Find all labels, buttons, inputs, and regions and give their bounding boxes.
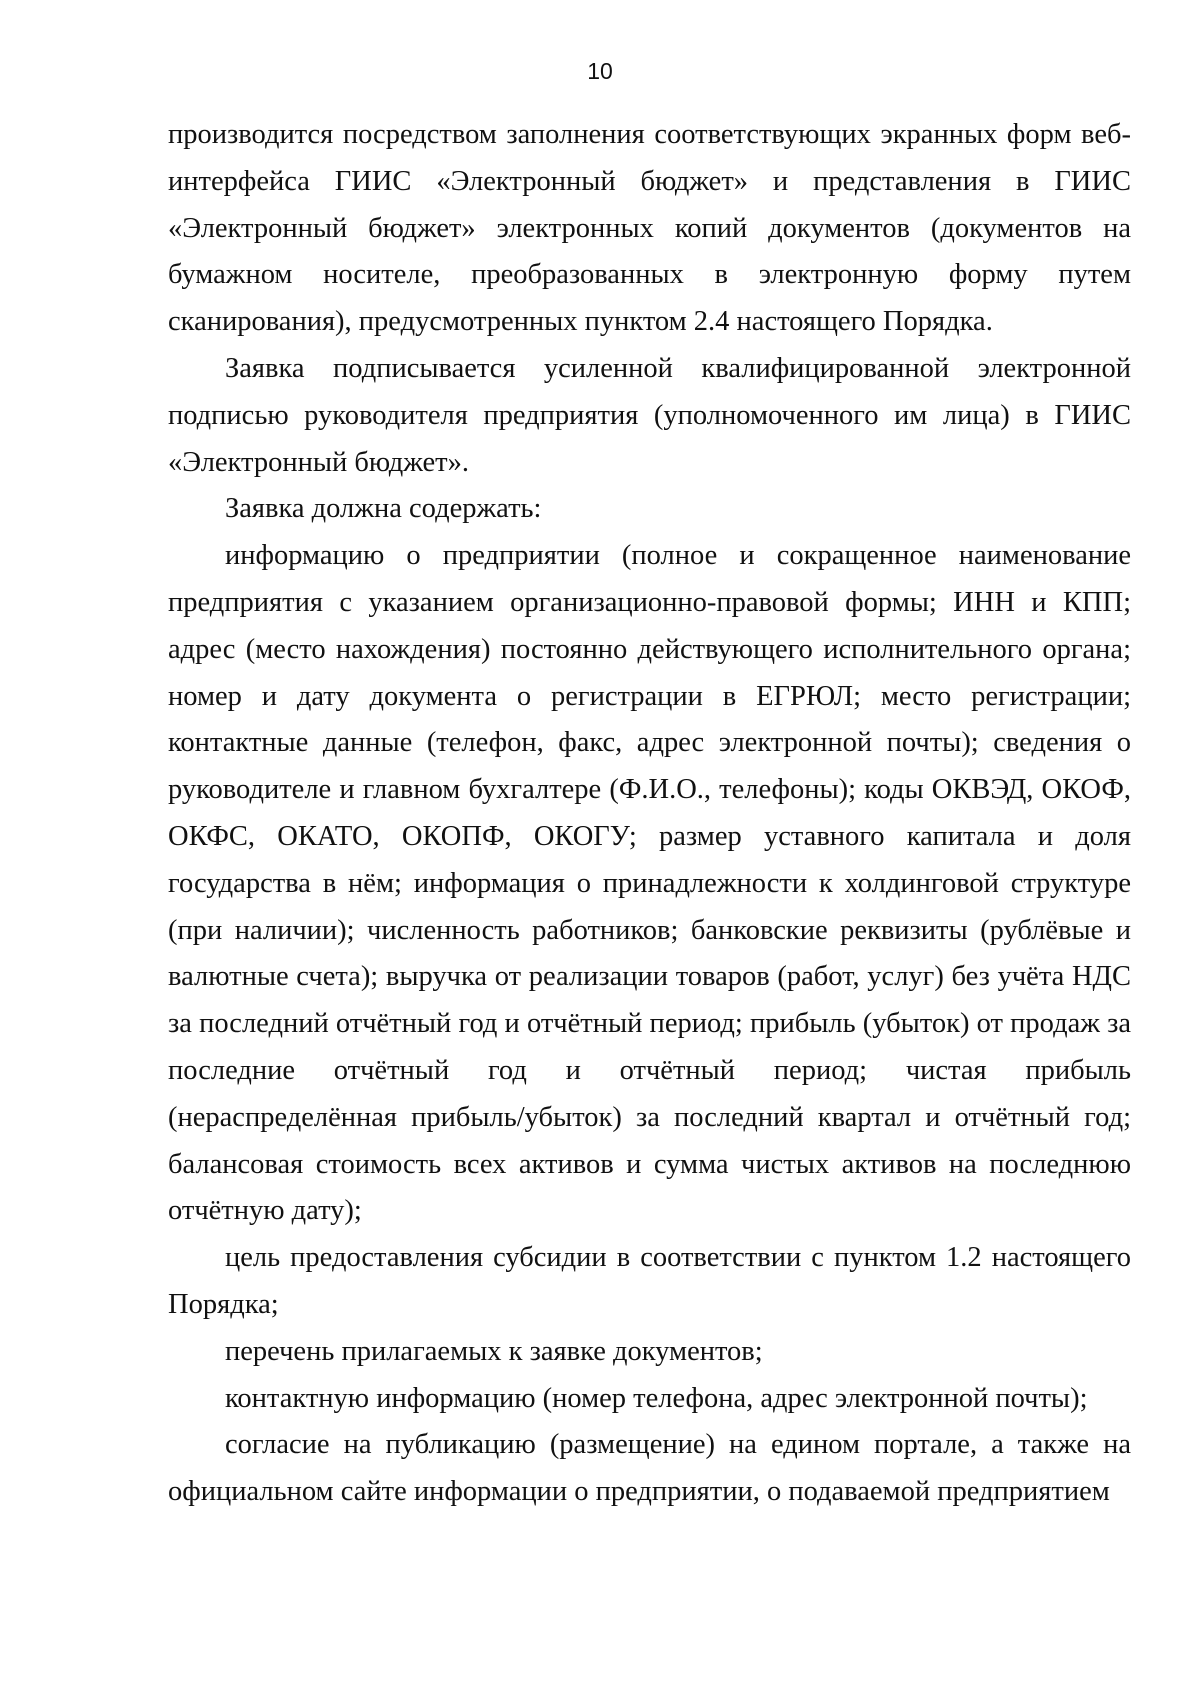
paragraph-subsidy-purpose: цель предоставления субсидии в соответствии с пунктом 1.2 настоящего Порядка; (168, 1242, 1131, 1320)
paragraph-contents-intro: Заявка должна содержать: (225, 493, 542, 525)
paragraph-publication-consent: согласие на публикацию (размещение) на едином портале, а также на официальном сайте информации о предприятии, о подаваемой предприятием (168, 1429, 1131, 1508)
page-number: 10 (587, 58, 613, 84)
paragraph-documents-list: перечень прилагаемых к заявке документов; (225, 1335, 763, 1367)
document-body (168, 112, 1131, 1516)
paragraph-enterprise-info: информацию о предприятии (полное и сокращенное наименование предприятия с указанием организационно-правовой формы; ИНН и КПП; адрес (место нахождения) постоянно действующего исполнительного органа; номер и дату документа о регистрации в ЕГРЮЛ; место регистрации; контактные данные (телефон, факс, адрес электронной почты); сведения о руководителе и главном бухгалтере (Ф.И.О., телефоны); коды ОКВЭД, ОКОФ, ОКФС, ОКАТО, ОКОПФ, ОКОГУ; размер уставного капитала и доля государства в нём; информация о принадлежности к холдинговой структуре (при наличии); численность работников; банковские реквизиты (рублёвые и валютные счета); выручка от реализации товаров (работ, услуг) без учёта НДС за последний отчётный год и отчётный период; прибыль (убыток) от продаж за последние отчётный год и отчётный период; чистая прибыль (нераспределённая прибыль/убыток) за последний квартал и отчётный год; балансовая стоимость всех активов и сумма чистых активов на последнюю отчётную дату); (168, 540, 1131, 1227)
paragraph-submission-method: производится посредством заполнения соответствующих экранных форм веб-интерфейса ГИИС «Электронный бюджет» и представления в ГИИС «Электронный бюджет» электронных копий документов (документов на бумажном носителе, преобразованных в электронную форму путем сканирования), предусмотренных пунктом 2.4 настоящего Порядка. (168, 119, 1131, 338)
paragraph-signature: Заявка подписывается усиленной квалифицированной электронной подписью руководителя предприятия (уполномоченного им лица) в ГИИС «Электронный бюджет». (168, 352, 1131, 478)
paragraph-contact-info: контактную информацию (номер телефона, адрес электронной почты); (225, 1382, 1088, 1414)
